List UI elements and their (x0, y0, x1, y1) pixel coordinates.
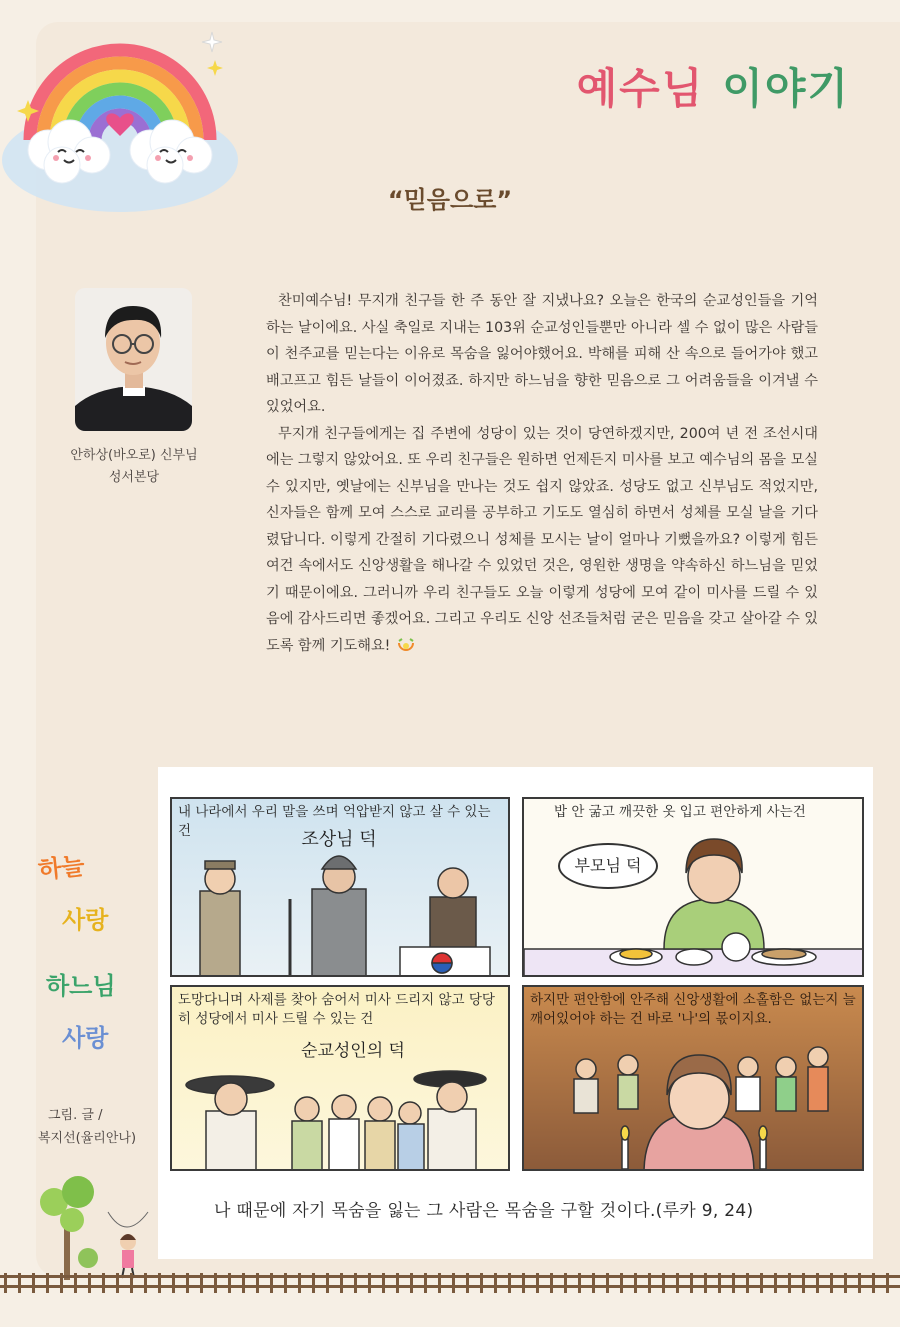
fence-post (396, 1273, 399, 1293)
fence-post (242, 1273, 245, 1293)
fence-post (592, 1273, 595, 1293)
side-word-3: 하느님 (46, 972, 116, 1000)
side-word-1: 하늘 (36, 851, 86, 885)
tree-and-child-illustration (24, 1172, 154, 1280)
panel-4-art (524, 987, 864, 1171)
fence-post (32, 1273, 35, 1293)
series-title-part1: 예수님 (576, 64, 705, 113)
fence-post (46, 1273, 49, 1293)
fence-post (676, 1273, 679, 1293)
fence-post (354, 1273, 357, 1293)
fence-post (522, 1273, 525, 1293)
fence-post (186, 1273, 189, 1293)
priest-portrait (75, 288, 192, 431)
fence-post (578, 1273, 581, 1293)
fence-post (172, 1273, 175, 1293)
panel-2-caption: 밥 안 굶고 깨끗한 옷 입고 편안하게 사는건 (554, 804, 806, 820)
fence-post (634, 1273, 637, 1293)
body-paragraph-text: 무지개 친구들에게는 집 주변에 성당이 있는 것이 당연하겠지만, 200여 년 전 조선시대에는 그렇지 않았어요. 또 우리 친구들은 원하면 언제든지 미사를 보고 예수님의 몸을 모실 수 있지만, 옛날에는 신부님을 만나는 것도 쉽지 않았죠. 성당도 없고 신부님도 적었지만, 신자들은 함께 모여 스스로 교리를 공부하고 기도도 열심히 하면서 성체를 모실 날을 기다렸답니다. 이렇게 간절히 기다렸으니 성체를 모시는 날이 얼마나 기뻤을까요? 이렇게 힘든 여건 속에서도 신앙생활을 해나갈 수 있었던 것은, 영원한 생명을 약속하신 하느님을 믿었기 때문이에요. 그러니까 우리 친구들도 오늘 이렇게 성당에 모여 같이 미사를 드릴 수 있음에 감사드리면 좋겠어요. 그리고 우리도 신앙 선조들처럼 굳은 믿음을 갖고 살아갈 수 있도록 함께 기도해요! (266, 425, 819, 654)
comic-strip (158, 767, 873, 1259)
panel-2-art (524, 799, 864, 977)
fence-post (550, 1273, 553, 1293)
side-word-2: 사랑 (62, 906, 109, 934)
panel-3-bubble: 순교성인의 덕 (301, 1041, 405, 1061)
fence-post (256, 1273, 259, 1293)
fence-post (564, 1273, 567, 1293)
panel-4-caption: 하지만 편안함에 안주해 신앙생활에 소홀함은 없는지 늘 깨어있어야 하는 건 바로 '나'의 몫이지요. (530, 992, 856, 1027)
fence-post (662, 1273, 665, 1293)
fence-post (704, 1273, 707, 1293)
credit-line-2: 복지선(율리안나) (38, 1131, 137, 1146)
fence-post (130, 1273, 133, 1293)
fence-post (452, 1273, 455, 1293)
panel-3-art (172, 987, 510, 1171)
fence-post (438, 1273, 441, 1293)
fence-post (620, 1273, 623, 1293)
fence-post (788, 1273, 791, 1293)
fence-post (116, 1273, 119, 1293)
smile-icon (396, 637, 416, 653)
comic-panel-4 (522, 985, 864, 1171)
fence-post (214, 1273, 217, 1293)
fence-post (802, 1273, 805, 1293)
fence-border (0, 1273, 900, 1293)
fence-post (494, 1273, 497, 1293)
panel-3-caption: 도망다니며 사제를 찾아 숨어서 미사 드리지 않고 당당히 성당에서 미사 드릴 수 있는 건 (178, 992, 495, 1027)
author-parish: 성서본당 (108, 470, 160, 485)
fence-post (872, 1273, 875, 1293)
bible-verse: 나 때문에 자기 목숨을 잃는 그 사람은 목숨을 구할 것이다.(루카 9, 24) (214, 1201, 754, 1221)
fence-post (298, 1273, 301, 1293)
series-title-part2: 이야기 (722, 64, 850, 113)
article-title: “믿음으로” (387, 186, 513, 214)
fence-post (718, 1273, 721, 1293)
sparkle-icon (200, 30, 224, 54)
fence-post (648, 1273, 651, 1293)
fence-post (830, 1273, 833, 1293)
fence-post (88, 1273, 91, 1293)
fence-post (536, 1273, 539, 1293)
fence-post (690, 1273, 693, 1293)
body-paragraph (266, 421, 818, 660)
fence-post (102, 1273, 105, 1293)
panel-1-caption: 내 나라에서 우리 말을 쓰며 억압받지 않고 살 수 있는건 (178, 804, 491, 839)
article-body (266, 288, 818, 659)
fence-post (774, 1273, 777, 1293)
author-name: 안하상(바오로) 신부님 (70, 448, 198, 463)
fence-post (480, 1273, 483, 1293)
panel-1-art (172, 799, 510, 977)
fence-post (858, 1273, 861, 1293)
fence-post (60, 1273, 63, 1293)
credit-line-1: 그림. 글 / (48, 1108, 103, 1123)
fence-post (74, 1273, 77, 1293)
panel-1-bubble: 조상님 덕 (301, 829, 377, 850)
fence-post (312, 1273, 315, 1293)
fence-post (816, 1273, 819, 1293)
comic-panel-3 (170, 985, 510, 1171)
fence-post (284, 1273, 287, 1293)
fence-post (886, 1273, 889, 1293)
fence-post (760, 1273, 763, 1293)
fence-post (270, 1273, 273, 1293)
fence-post (410, 1273, 413, 1293)
fence-post (844, 1273, 847, 1293)
series-title (577, 56, 850, 116)
fence-post (158, 1273, 161, 1293)
fence-post (144, 1273, 147, 1293)
fence-post (606, 1273, 609, 1293)
fence-post (200, 1273, 203, 1293)
fence-post (466, 1273, 469, 1293)
fence-post (4, 1273, 7, 1293)
body-paragraph: 찬미예수님! 무지개 친구들 한 주 동안 잘 지냈나요? 오늘은 한국의 순교성인들을 기억하는 날이에요. 사실 축일로 지내는 103위 순교성인들뿐만 아니라 셀 수 없이 많은 사람들이 천주교를 믿는다는 이유로 목숨을 잃어야했어요. 박해를 피해 산 속으로 들어가야 했고 배고프고 힘든 날들이 이어졌죠. 하지만 하느님을 향한 믿음으로 그 어려움들을 이겨낼 수 있었어요. (266, 293, 818, 415)
fence-post (424, 1273, 427, 1293)
side-word-4: 사랑 (62, 1024, 109, 1052)
panel-2-bubble: 부모님 덕 (558, 843, 658, 889)
fence-post (326, 1273, 329, 1293)
fence-post (368, 1273, 371, 1293)
comic-panel-2 (522, 797, 864, 977)
fence-post (508, 1273, 511, 1293)
author-photo (75, 288, 192, 431)
fence-post (382, 1273, 385, 1293)
fence-post (18, 1273, 21, 1293)
fence-post (732, 1273, 735, 1293)
fence-post (228, 1273, 231, 1293)
fence-post (746, 1273, 749, 1293)
comic-panel-1 (170, 797, 510, 977)
fence-post (340, 1273, 343, 1293)
